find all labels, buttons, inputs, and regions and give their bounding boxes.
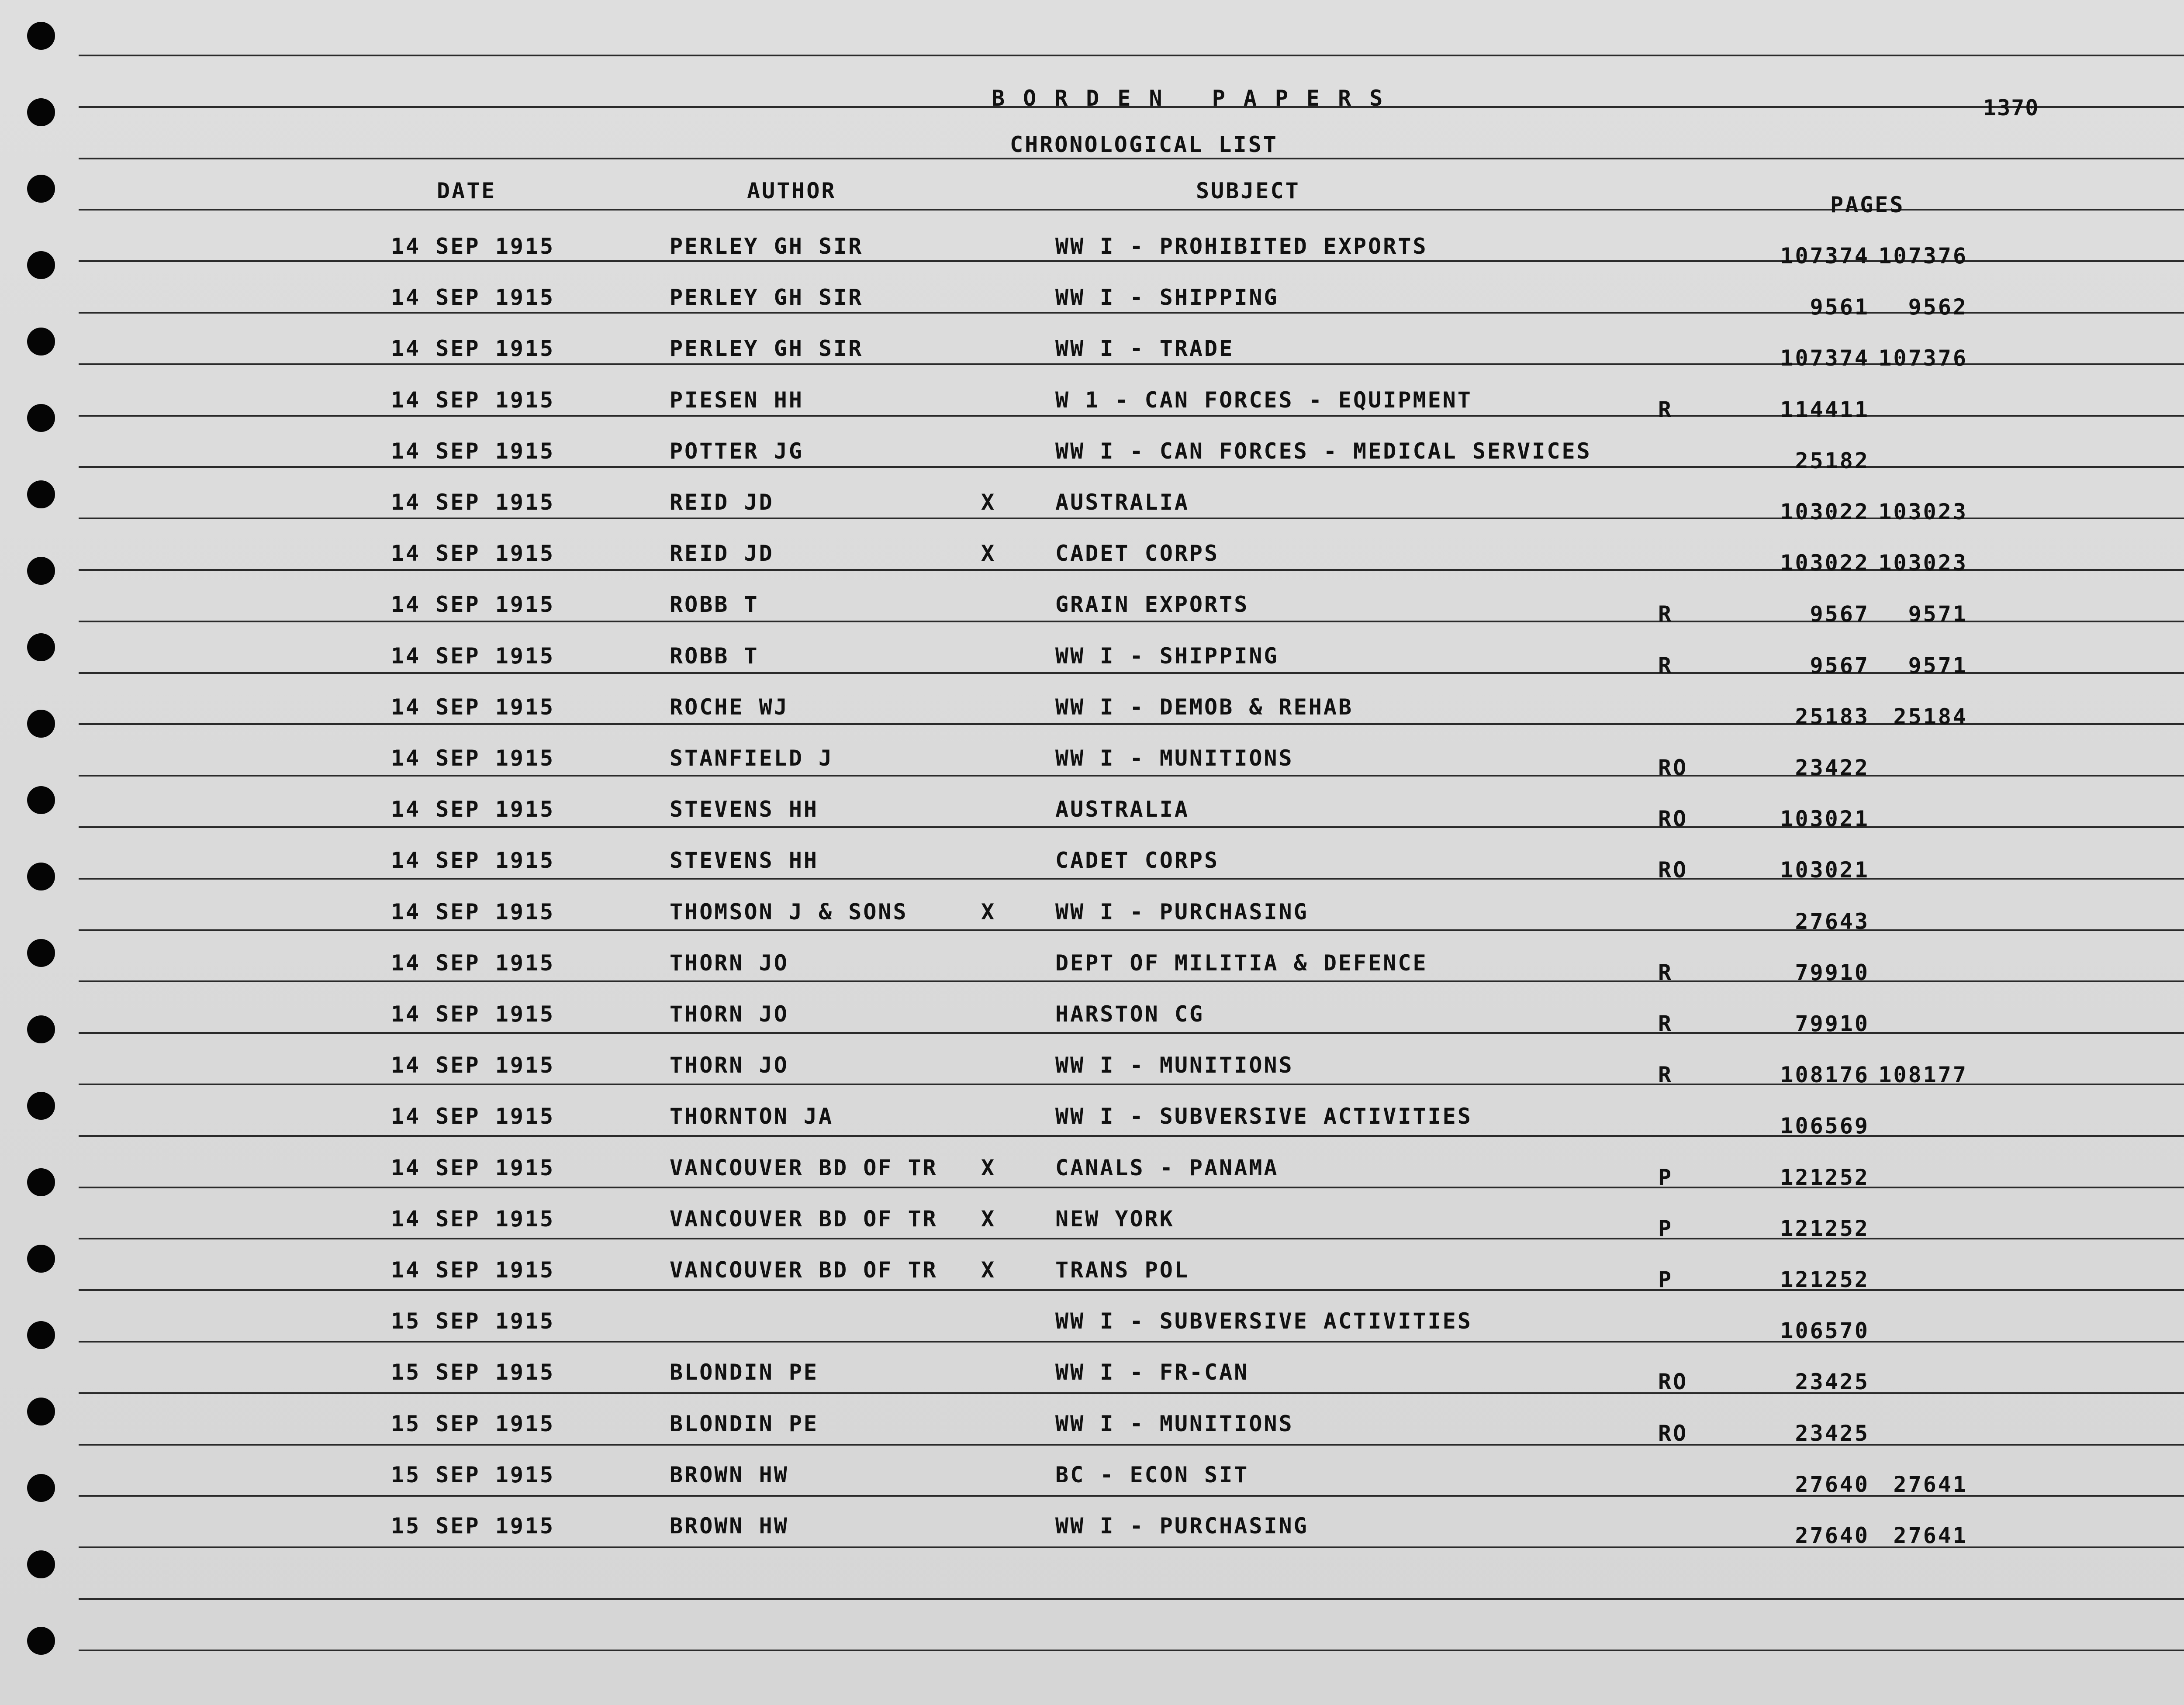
row-page-start: 107374 (1780, 243, 1870, 269)
row-subject: WW I - SUBVERSIVE ACTIVITIES (1055, 1308, 1472, 1334)
row-date: 14 SEP 1915 (391, 643, 555, 669)
row-flag: X (981, 1155, 996, 1180)
row-page-start: 114411 (1780, 397, 1870, 422)
row-subject: WW I - SHIPPING (1055, 643, 1279, 669)
row-page-start: 121252 (1780, 1267, 1870, 1292)
document-title: BORDEN PAPERS (992, 86, 1401, 111)
row-page-start: 27640 (1795, 1523, 1870, 1548)
row-date: 14 SEP 1915 (391, 848, 555, 873)
row-date: 14 SEP 1915 (391, 1053, 555, 1078)
row-page-start: 27640 (1795, 1471, 1870, 1497)
row-flag: X (981, 1257, 996, 1283)
table-row (0, 746, 2184, 797)
row-page-start: 25182 (1795, 448, 1870, 473)
row-author: REID JD (670, 490, 774, 515)
row-subject: WW I - MUNITIONS (1055, 746, 1294, 771)
row-author: THORNTON JA (670, 1104, 834, 1129)
row-author: STEVENS HH (670, 848, 819, 873)
table-row (0, 1104, 2184, 1155)
column-header-subject: SUBJECT (1196, 178, 1300, 204)
row-page-start: 27643 (1795, 908, 1870, 934)
ruled-line (79, 158, 2184, 159)
feed-hole (27, 175, 55, 203)
row-author: BLONDIN PE (670, 1411, 819, 1436)
row-author: THOMSON J & SONS (670, 899, 908, 925)
list-subtitle: CHRONOLOGICAL LIST (1010, 132, 1278, 157)
row-subject: CANALS - PANAMA (1055, 1155, 1279, 1180)
table-row (0, 1001, 2184, 1053)
row-author: BROWN HW (670, 1513, 789, 1539)
row-subject: CADET CORPS (1055, 848, 1220, 873)
row-date: 14 SEP 1915 (391, 899, 555, 925)
row-subject: WW I - PURCHASING (1055, 1513, 1309, 1539)
row-code: RO (1658, 806, 1688, 832)
table-row (0, 643, 2184, 694)
row-code: P (1658, 1215, 1673, 1241)
table-row (0, 234, 2184, 285)
table-row (0, 541, 2184, 592)
row-author: PERLEY GH SIR (670, 234, 864, 259)
row-page-end: 9571 (1908, 652, 1968, 678)
row-subject: WW I - SUBVERSIVE ACTIVITIES (1055, 1104, 1472, 1129)
row-page-end: 27641 (1893, 1523, 1968, 1548)
feed-hole (27, 98, 55, 126)
table-row (0, 694, 2184, 746)
row-author: VANCOUVER BD OF TR (670, 1155, 938, 1180)
row-date: 14 SEP 1915 (391, 285, 555, 311)
table-row (0, 1257, 2184, 1308)
table-row (0, 336, 2184, 387)
row-author: BROWN HW (670, 1462, 789, 1488)
table-row (0, 1308, 2184, 1360)
row-date: 14 SEP 1915 (391, 694, 555, 720)
row-subject: WW I - DEMOB & REHAB (1055, 694, 1354, 720)
row-code: P (1658, 1267, 1673, 1292)
feed-hole (27, 22, 55, 50)
ruled-line (79, 1650, 2184, 1651)
row-page-start: 79910 (1795, 1011, 1870, 1036)
row-page-end: 103023 (1878, 499, 1968, 525)
row-page-start: 121252 (1780, 1164, 1870, 1190)
row-flag: X (981, 899, 996, 925)
page-number: 1370 (1983, 95, 2039, 121)
row-subject: WW I - PROHIBITED EXPORTS (1055, 234, 1428, 259)
row-flag: X (981, 490, 996, 515)
row-subject: WW I - MUNITIONS (1055, 1053, 1294, 1078)
row-page-start: 25183 (1795, 704, 1870, 729)
table-row (0, 438, 2184, 490)
row-subject: TRANS POL (1055, 1257, 1189, 1283)
row-date: 14 SEP 1915 (391, 950, 555, 976)
table-row (0, 387, 2184, 438)
row-author: ROCHE WJ (670, 694, 789, 720)
row-flag: X (981, 1206, 996, 1232)
row-subject: DEPT OF MILITIA & DEFENCE (1055, 950, 1428, 976)
row-subject: GRAIN EXPORTS (1055, 592, 1249, 618)
row-author: PERLEY GH SIR (670, 336, 864, 362)
row-page-start: 23425 (1795, 1369, 1870, 1395)
row-subject: BC - ECON SIT (1055, 1462, 1249, 1488)
row-page-start: 9567 (1810, 652, 1870, 678)
row-page-start: 79910 (1795, 959, 1870, 985)
row-date: 14 SEP 1915 (391, 387, 555, 413)
row-date: 15 SEP 1915 (391, 1360, 555, 1385)
row-page-start: 23422 (1795, 755, 1870, 780)
row-page-start: 108176 (1780, 1062, 1870, 1088)
row-page-start: 103022 (1780, 550, 1870, 576)
table-row (0, 1206, 2184, 1257)
row-date: 14 SEP 1915 (391, 1001, 555, 1027)
row-page-start: 121252 (1780, 1215, 1870, 1241)
row-subject: WW I - TRADE (1055, 336, 1234, 362)
row-code: P (1658, 1164, 1673, 1190)
row-page-start: 106570 (1780, 1318, 1870, 1344)
row-code: R (1658, 601, 1673, 627)
row-page-start: 103021 (1780, 806, 1870, 832)
column-header-author: AUTHOR (747, 178, 836, 204)
row-date: 15 SEP 1915 (391, 1308, 555, 1334)
row-author: VANCOUVER BD OF TR (670, 1206, 938, 1232)
row-date: 15 SEP 1915 (391, 1513, 555, 1539)
row-page-end: 25184 (1893, 704, 1968, 729)
row-page-end: 9571 (1908, 601, 1968, 627)
row-author: PIESEN HH (670, 387, 804, 413)
row-page-start: 9561 (1810, 294, 1870, 320)
row-page-end: 108177 (1878, 1062, 1968, 1088)
row-subject: CADET CORPS (1055, 541, 1220, 566)
row-page-start: 103022 (1780, 499, 1870, 525)
table-row (0, 797, 2184, 848)
row-date: 14 SEP 1915 (391, 438, 555, 464)
ruled-line (79, 1598, 2184, 1600)
row-page-start: 107374 (1780, 345, 1870, 371)
row-author: REID JD (670, 541, 774, 566)
row-subject: WW I - CAN FORCES - MEDICAL SERVICES (1055, 438, 1592, 464)
row-subject: AUSTRALIA (1055, 797, 1189, 822)
row-page-start: 103021 (1780, 857, 1870, 883)
table-row (0, 848, 2184, 899)
table-row (0, 1462, 2184, 1513)
row-date: 14 SEP 1915 (391, 490, 555, 515)
row-code: RO (1658, 857, 1688, 883)
table-row (0, 1360, 2184, 1411)
row-date: 14 SEP 1915 (391, 1155, 555, 1180)
table-row (0, 490, 2184, 541)
table-row (0, 1053, 2184, 1104)
row-author: ROBB T (670, 592, 759, 618)
row-subject: WW I - MUNITIONS (1055, 1411, 1294, 1436)
row-author: BLONDIN PE (670, 1360, 819, 1385)
row-page-start: 106569 (1780, 1113, 1870, 1139)
row-author: THORN JO (670, 1053, 789, 1078)
row-author: STANFIELD J (670, 746, 834, 771)
row-page-end: 103023 (1878, 550, 1968, 576)
row-code: R (1658, 1062, 1673, 1088)
row-code: RO (1658, 1369, 1688, 1395)
row-date: 15 SEP 1915 (391, 1462, 555, 1488)
row-flag: X (981, 541, 996, 566)
table-row (0, 285, 2184, 336)
column-header-pages: PAGES (1830, 192, 1905, 217)
ruled-line (79, 55, 2184, 56)
row-date: 15 SEP 1915 (391, 1411, 555, 1436)
row-page-end: 107376 (1878, 345, 1968, 371)
table-row (0, 592, 2184, 643)
row-code: R (1658, 959, 1673, 985)
row-page-end: 107376 (1878, 243, 1968, 269)
row-page-end: 27641 (1893, 1471, 1968, 1497)
row-date: 14 SEP 1915 (391, 541, 555, 566)
table-row (0, 950, 2184, 1001)
row-date: 14 SEP 1915 (391, 797, 555, 822)
row-subject: WW I - FR-CAN (1055, 1360, 1249, 1385)
row-date: 14 SEP 1915 (391, 592, 555, 618)
row-subject: NEW YORK (1055, 1206, 1175, 1232)
row-author: PERLEY GH SIR (670, 285, 864, 311)
row-code: R (1658, 397, 1673, 422)
row-date: 14 SEP 1915 (391, 1104, 555, 1129)
column-header-date: DATE (437, 178, 497, 204)
table-row (0, 1513, 2184, 1564)
row-page-end: 9562 (1908, 294, 1968, 320)
row-subject: W 1 - CAN FORCES - EQUIPMENT (1055, 387, 1472, 413)
row-author: THORN JO (670, 1001, 789, 1027)
row-subject: WW I - PURCHASING (1055, 899, 1309, 925)
table-row (0, 899, 2184, 950)
row-subject: AUSTRALIA (1055, 490, 1189, 515)
row-author: STEVENS HH (670, 797, 819, 822)
row-code: R (1658, 1011, 1673, 1036)
table-row (0, 1155, 2184, 1206)
row-author: POTTER JG (670, 438, 804, 464)
row-date: 14 SEP 1915 (391, 1206, 555, 1232)
row-date: 14 SEP 1915 (391, 234, 555, 259)
row-date: 14 SEP 1915 (391, 1257, 555, 1283)
row-author: THORN JO (670, 950, 789, 976)
row-code: R (1658, 652, 1673, 678)
row-code: RO (1658, 755, 1688, 780)
row-date: 14 SEP 1915 (391, 746, 555, 771)
row-author: ROBB T (670, 643, 759, 669)
row-code: RO (1658, 1420, 1688, 1446)
row-author: VANCOUVER BD OF TR (670, 1257, 938, 1283)
row-date: 14 SEP 1915 (391, 336, 555, 362)
row-subject: HARSTON CG (1055, 1001, 1205, 1027)
row-subject: WW I - SHIPPING (1055, 285, 1279, 311)
table-row (0, 1411, 2184, 1462)
row-page-start: 23425 (1795, 1420, 1870, 1446)
feed-hole (27, 1627, 55, 1655)
row-page-start: 9567 (1810, 601, 1870, 627)
